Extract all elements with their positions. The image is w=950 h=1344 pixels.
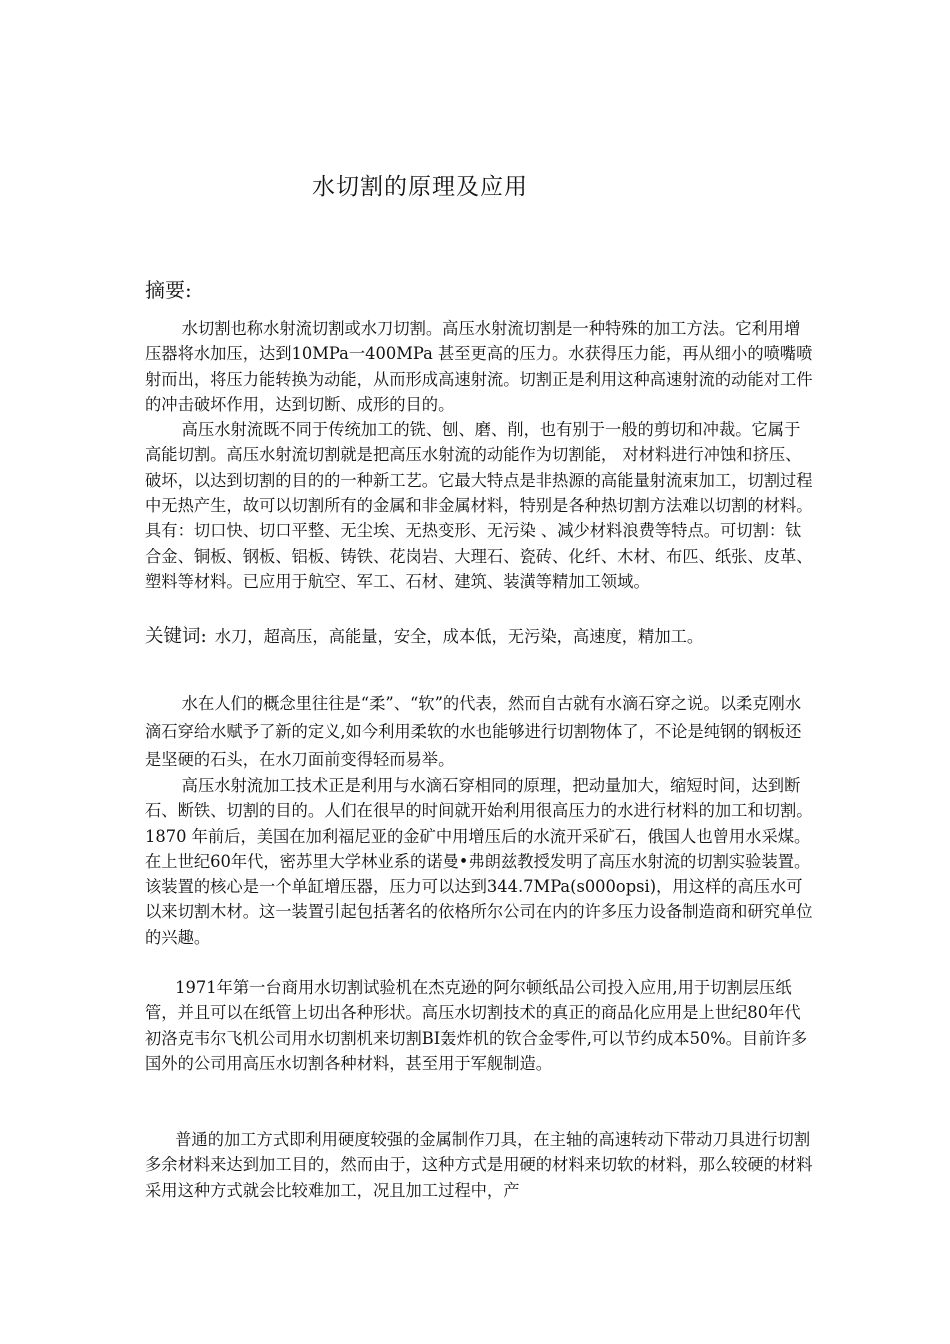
body-section	[145, 690, 813, 774]
keywords-text: 水刀，超高压，高能量，安全，成本低，无污染，高速度，精加工。	[214, 627, 704, 646]
body-paragraph: 高压水射流加工技术正是利用与水滴石穿相同的原理，把动量加大，缩短时间，达到断石、断铁、切割的目的。人们在很早的时间就开始利用很高压力的水进行材料的加工和切割。1870 年前后，美国在加利福尼亚的金矿中用增压后的水流开采矿石，俄国人也曾用水采煤。在上世纪60年代，密苏里大学林业系的诺曼•弗朗兹教授发明了高压水射流的切割实验装置。该装置的核心是一个单缸增压器，压力可以达到344.7MPa(s000opsi)，用这样的高压水可以来切割木材。这一装置引起包括著名的依格所尔公司在内的许多压力设备制造商和研究单位的兴趣。	[145, 776, 813, 947]
body-section	[145, 975, 813, 1076]
body-section	[145, 1127, 813, 1203]
body-paragraph: 1971年第一台商用水切割试验机在杰克逊的阿尔顿纸品公司投入应用,用于切割层压纸	[175, 978, 792, 997]
abstract-heading: 摘要:	[145, 278, 192, 302]
keywords-label: 关键词:	[145, 626, 207, 647]
abstract-section	[145, 316, 813, 594]
keywords-line	[145, 622, 835, 648]
document-title: 水切割的原理及应用	[312, 174, 528, 200]
body-paragraph: 水在人们的概念里往往是“柔”、“软”的代表，然而自古就有水滴石穿之说。以柔克刚水滴石穿给水赋予了新的定义,如今利用柔软的水也能够进行切割物体了，不论是纯钢的钢板还是坚硬的石头，在水刀面前变得轻而易举。	[145, 694, 802, 769]
abstract-paragraph: 高压水射流既不同于传统加工的铣、刨、磨、削，也有别于一般的剪切和冲裁。它属于高能切割。高压水射流切割就是把高压水射流的动能作为切割能， 对材料进行冲蚀和挤压、破坏，以达到切割的目的的一种新工艺。它最大特点是非热源的高能量射流束加工，切割过程中无热产生，故可以切割所有的金属和非金属材料，特别是各种热切割方法难以切割的材料。具有：切口快、切口平整、无尘埃、无热变形、无污染 、减少材料浪费等特点。可切割：钛合金、铜板、钢板、铝板、铸铁、花岗岩、大理石、瓷砖、化纤、木材、布匹、纸张、皮革、塑料等材料。已应用于航空、军工、石材、建筑、装潢等精加工领域。	[145, 420, 813, 591]
abstract-paragraph: 水切割也称水射流切割或水刀切割。高压水射流切割是一种特殊的加工方法。它利用增压器将水加压，达到10MPa一400MPa 甚至更高的压力。水获得压力能，再从细小的喷嘴喷射而出，将压力能转换为动能，从而形成高速射流。切割正是利用这种高速射流的动能对工件的冲击破坏作用，达到切断、成形的目的。	[145, 319, 813, 414]
body-section	[145, 773, 813, 950]
body-paragraph: 管，并且可以在纸管上切出各种形状。高压水切割技术的真正的商品化应用是上世纪80年代初洛克韦尔飞机公司用水切割机来切割BI轰炸机的钦合金零件,可以节约成本50%。目前许多国外的公司用高压水切割各种材料，甚至用于军舰制造。	[145, 1003, 808, 1073]
body-paragraph: 普通的加工方式即利用硬度较强的金属制作刀具，在主轴的高速转动下带动刀具进行切割多余材料来达到加工目的，然而由于，这种方式是用硬的材料来切软的材料，那么较硬的材料采用这种方式就会比较难加工，况且加工过程中，产	[145, 1130, 813, 1200]
